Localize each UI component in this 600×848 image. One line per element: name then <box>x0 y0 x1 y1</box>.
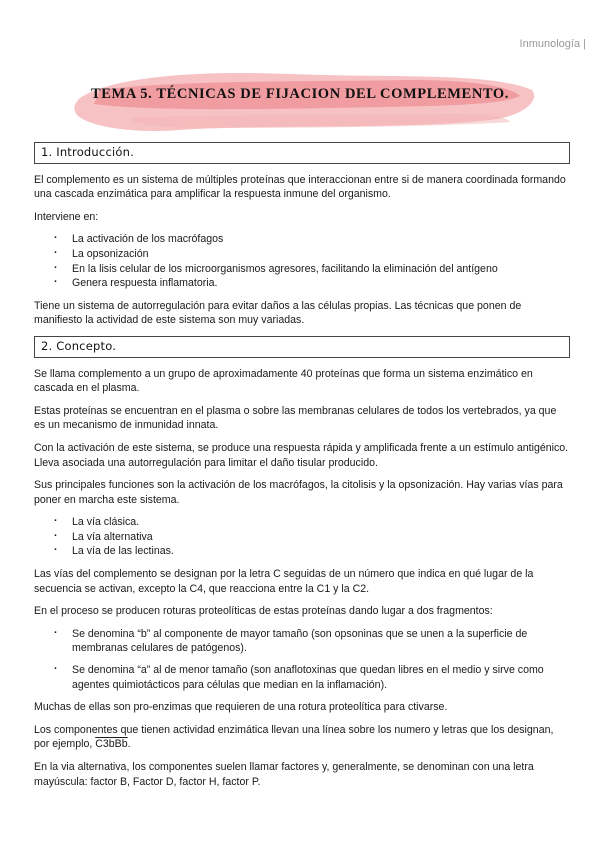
paragraph: Tiene un sistema de autorregulación para evitar daños a las células propias. Las técnicas que ponen de manifiesto la actividad de este sistema son muy variadas. <box>34 299 522 327</box>
paragraph-text: . <box>127 738 131 751</box>
bullet-list <box>34 232 570 290</box>
list-item: · La vía de las lectinas. <box>54 544 570 559</box>
list-item: · La opsonización <box>54 247 570 262</box>
header-subject: Inmunología | <box>519 38 586 50</box>
list-item: · La vía clásica. <box>54 515 570 530</box>
paragraph: Se llama complemento a un grupo de aproximadamente 40 proteínas que forma un sistema enzimático en cascada en el plasma. <box>34 367 533 395</box>
paragraph: Sus principales funciones son la activación de los macrófagos, la citolisis y la opsonización. Hay varias vías para poner en marcha este sistema. <box>34 479 563 506</box>
paragraph: Interviene en: <box>34 210 99 223</box>
paragraph: Muchas de ellas son pro-enzimas que requieren de una rotura proteolítica para ctivarse. <box>34 701 448 714</box>
list-item: · En la lisis celular de los microorganismos agresores, facilitando la eliminación del antígeno <box>54 262 570 277</box>
list-item: · La activación de los macrófagos <box>54 232 570 247</box>
list-item: · Se denomina “a” al de menor tamaño (son anaflotoxinas que quedan libres en el medio y sirve como agentes quimiotácticos para células que median en la inflamación). <box>54 663 570 692</box>
paragraph: Con la activación de este sistema, se produce una respuesta rápida y amplificada frente a un estímulo antigénico. Lleva asociada una autorregulación para limitar el daño tisular producido. <box>34 441 569 469</box>
section-heading-concepto: 2. Concepto. <box>34 336 570 358</box>
overlined-component-example: C3bBb <box>95 738 128 751</box>
paragraph: Estas proteínas se encuentran en el plasma o sobre las membranas celulares de todos los vertebrados, ya que es un mecanismo de inmunidad innata. <box>34 404 557 432</box>
list-item: · Genera respuesta inflamatoria. <box>54 276 570 291</box>
section-heading-introduccion: 1. Introducción. <box>34 142 570 164</box>
bullet-list <box>34 627 570 692</box>
paragraph <box>34 723 570 752</box>
list-item: · Se denomina “b” al componente de mayor tamaño (son opsoninas que se unen a la superficie de membranas celulares de patógenos). <box>54 627 570 656</box>
document-body <box>34 140 570 797</box>
paragraph: En el proceso se producen roturas proteolíticas de estas proteínas dando lugar a dos fragmentos: <box>34 605 493 618</box>
bullet-list <box>34 515 570 559</box>
list-item: · La vía alternativa <box>54 530 570 545</box>
paragraph: En la via alternativa, los componentes suelen llamar factores y, generalmente, se denominan con una letra mayúscula: factor B, Factor D, factor H, factor P. <box>34 761 534 788</box>
page-title: TEMA 5. TÉCNICAS DE FIJACION DEL COMPLEMENTO. <box>90 86 510 102</box>
paragraph: Las vías del complemento se designan por la letra C seguidas de un número que indica en qué lugar de la secuencia se activan, excepto la C4, que reacciona entre la C1 y la C2. <box>34 568 534 595</box>
paragraph-text: Los componentes que tienen actividad enzimática llevan una línea sobre los numero y letras que los designan, por ejemplo, <box>34 723 554 751</box>
paragraph: El complemento es un sistema de múltiples proteínas que interaccionan entre si de manera coordinada formando una cascada enzimática para amplificar la respuesta inmune del organismo. <box>34 173 566 201</box>
